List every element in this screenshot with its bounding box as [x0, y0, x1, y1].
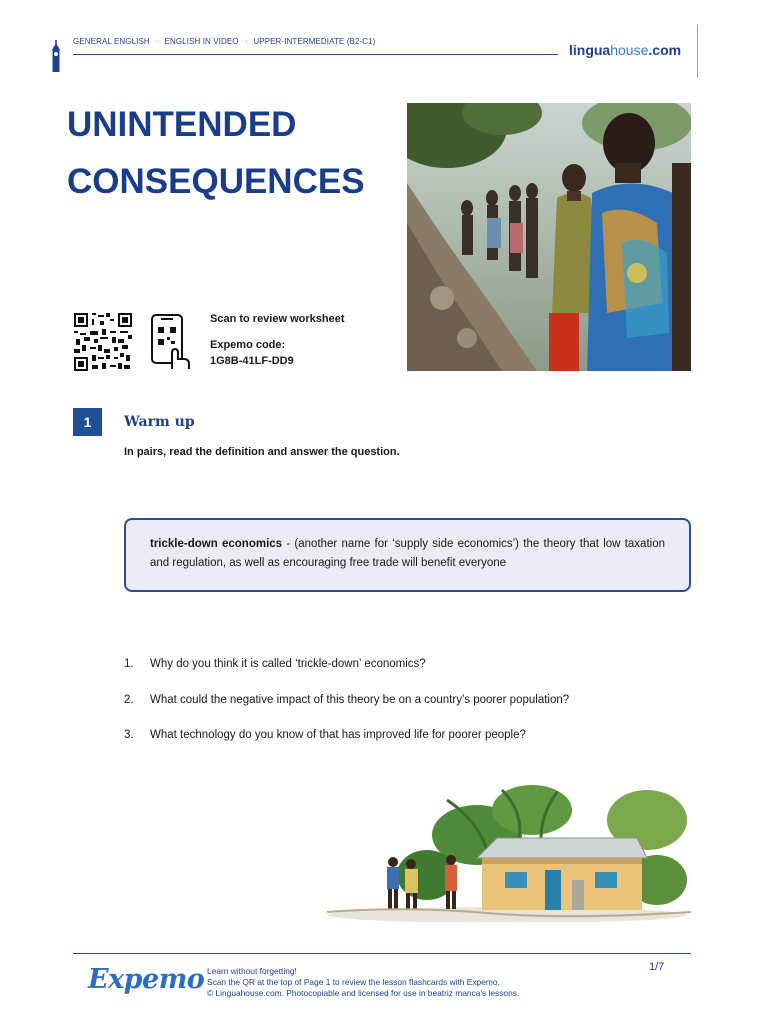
footer-rule	[73, 953, 691, 954]
breadcrumb-separator: ·	[155, 37, 159, 46]
expemo-logo[interactable]: Expemo	[88, 964, 205, 995]
expemo-scan-info	[210, 313, 345, 381]
breadcrumb	[73, 37, 375, 46]
breadcrumb-item-general-english[interactable]: GENERAL ENGLISH	[73, 37, 150, 46]
title-line-2: CONSEQUENCES	[67, 162, 365, 201]
question-item	[124, 694, 569, 730]
question-item	[124, 729, 569, 765]
scan-instruction: Scan to review worksheet	[210, 313, 345, 325]
section-instruction: In pairs, read the definition and answer the question.	[124, 446, 400, 458]
breadcrumb-separator: ·	[244, 37, 248, 46]
linguahouse-logo[interactable]	[569, 42, 681, 58]
definition-text: - (another name for ‘supply side economics’) the theory that low taxation and regulation, as well as encouraging free trade will benefit everyone	[150, 538, 665, 569]
question-number: 3.	[124, 729, 134, 741]
question-text: What technology do you know of that has improved life for poorer people?	[150, 729, 526, 741]
village-house-illustration	[327, 780, 691, 922]
logo-part-house: house	[610, 42, 649, 58]
definition-term: trickle-down economics	[150, 538, 283, 550]
definition-box	[124, 518, 691, 592]
question-list	[124, 658, 569, 765]
footer-copyright: © Linguahouse.com. Photocopiable and licensed for use in beatriz manca's lessons.	[207, 988, 520, 998]
logo-part-com: .com	[648, 42, 682, 58]
breadcrumb-item-english-in-video[interactable]: ENGLISH IN VIDEO	[164, 37, 239, 46]
expemo-code: 1G8B-41LF-DD9	[210, 355, 294, 367]
logo-part-lingua: lingua	[569, 42, 611, 58]
question-number: 1.	[124, 658, 134, 670]
question-text: Why do you think it is called ‘trickle-down’ economics?	[150, 658, 426, 670]
footer-text	[207, 966, 519, 999]
breadcrumb-item-level[interactable]: UPPER-INTERMEDIATE (B2-C1)	[253, 37, 376, 46]
section-title: Warm up	[124, 414, 195, 430]
page-title	[67, 96, 397, 210]
qr-code-icon[interactable]	[73, 313, 133, 371]
hero-photo	[407, 103, 691, 371]
question-text: What could the negative impact of this theory be on a country’s poorer population?	[150, 693, 570, 706]
big-ben-icon	[50, 40, 62, 72]
phone-scan-icon	[150, 313, 192, 371]
title-line-1: UNINTENDED	[67, 105, 297, 144]
question-item	[124, 658, 569, 694]
section-number-badge: 1	[73, 408, 102, 436]
header-vertical-rule	[697, 25, 698, 78]
header-rule	[73, 54, 558, 55]
expemo-code-label: Expemo code:	[210, 339, 286, 351]
question-number: 2.	[124, 693, 134, 706]
page-number: 1/7	[649, 961, 665, 973]
footer-scan-instruction: Scan the QR at the top of Page 1 to review the lesson flashcards with Expemo.	[207, 977, 500, 987]
footer-tagline: Learn without forgetting!	[207, 966, 297, 976]
